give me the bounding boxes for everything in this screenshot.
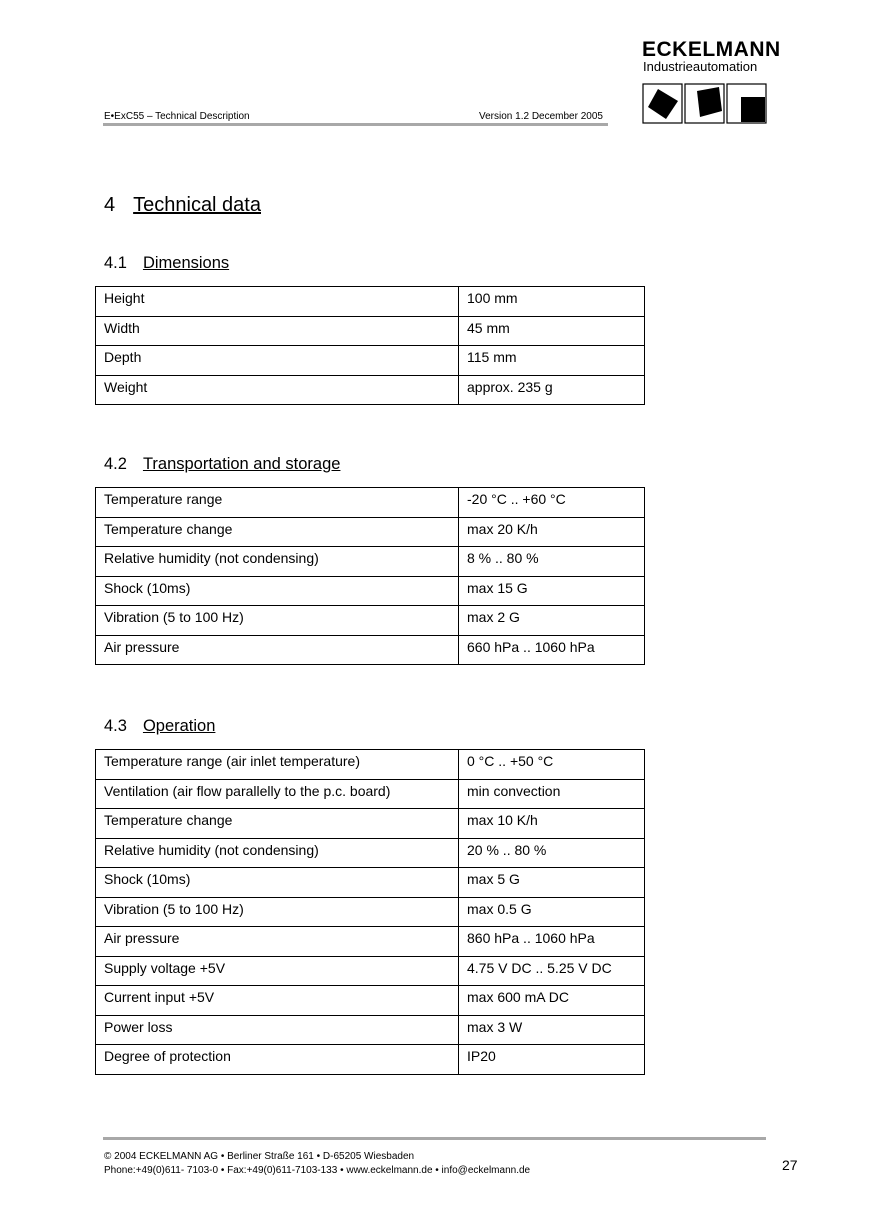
row-value: max 10 K/h (459, 809, 645, 839)
row-value: 0 °C .. +50 °C (459, 750, 645, 780)
footer-divider (103, 1137, 766, 1140)
row-label: Vibration (5 to 100 Hz) (96, 897, 459, 927)
table-row (96, 606, 645, 636)
row-value: 4.75 V DC .. 5.25 V DC (459, 956, 645, 986)
table-row (96, 809, 645, 839)
row-label: Ventilation (air flow parallelly to the p.c. board) (96, 779, 459, 809)
table-row (96, 838, 645, 868)
table-row (96, 517, 645, 547)
table-row (96, 956, 645, 986)
section-title: Transportation and storage (142, 455, 341, 473)
row-value: max 20 K/h (459, 517, 645, 547)
row-label: Temperature range (96, 488, 459, 518)
row-value: 660 hPa .. 1060 hPa (459, 635, 645, 665)
row-value: max 3 W (459, 1015, 645, 1045)
chapter-number: 4 (104, 194, 116, 216)
table-row (96, 576, 645, 606)
table-row (96, 488, 645, 518)
row-value: min convection (459, 779, 645, 809)
row-value: max 2 G (459, 606, 645, 636)
table-row (96, 287, 645, 317)
footer-contact: Phone:+49(0)611- 7103-0 • Fax:+49(0)611-7103-133 • www.eckelmann.de • info@eckelmann.de (104, 1165, 531, 1176)
chapter-heading (104, 194, 261, 217)
row-label: Width (96, 316, 459, 346)
row-label: Weight (96, 375, 459, 405)
footer-address: © 2004 ECKELMANN AG • Berliner Straße 161 • D-65205 Wiesbaden (104, 1151, 415, 1162)
section-title: Operation (142, 717, 216, 735)
operation-table (95, 749, 645, 1075)
row-label: Temperature change (96, 809, 459, 839)
row-label: Air pressure (96, 635, 459, 665)
table-row (96, 316, 645, 346)
table-row (96, 547, 645, 577)
table-row (96, 346, 645, 376)
section-heading-operation (104, 717, 215, 736)
section-number: 4.2 (104, 455, 127, 473)
row-value: -20 °C .. +60 °C (459, 488, 645, 518)
row-value: IP20 (459, 1045, 645, 1075)
row-value: 860 hPa .. 1060 hPa (459, 927, 645, 957)
section-title: Dimensions (142, 254, 230, 272)
company-logo-name: ECKELMANN (642, 38, 781, 61)
row-label: Depth (96, 346, 459, 376)
row-label: Relative humidity (not condensing) (96, 547, 459, 577)
section-number: 4.1 (104, 254, 127, 272)
section-heading-transportation (104, 455, 340, 474)
table-row (96, 1045, 645, 1075)
header-divider (103, 123, 608, 126)
row-label: Temperature change (96, 517, 459, 547)
table-row (96, 635, 645, 665)
transportation-table (95, 487, 645, 665)
row-value: 45 mm (459, 316, 645, 346)
document-version: Version 1.2 December 2005 (479, 111, 603, 122)
section-heading-dimensions (104, 254, 229, 273)
row-value: 8 % .. 80 % (459, 547, 645, 577)
company-logo-icon (642, 83, 768, 125)
table-row (96, 927, 645, 957)
row-value: max 15 G (459, 576, 645, 606)
row-value: max 5 G (459, 868, 645, 898)
row-label: Power loss (96, 1015, 459, 1045)
section-number: 4.3 (104, 717, 127, 735)
page-number: 27 (782, 1157, 798, 1173)
row-value: max 0.5 G (459, 897, 645, 927)
row-label: Shock (10ms) (96, 576, 459, 606)
company-logo-subtitle: Industrieautomation (643, 59, 758, 74)
row-label: Temperature range (air inlet temperature) (96, 750, 459, 780)
table-row (96, 779, 645, 809)
row-label: Degree of protection (96, 1045, 459, 1075)
row-label: Shock (10ms) (96, 868, 459, 898)
table-row (96, 375, 645, 405)
table-row (96, 750, 645, 780)
table-row (96, 986, 645, 1016)
table-row (96, 868, 645, 898)
table-row (96, 897, 645, 927)
row-value: max 600 mA DC (459, 986, 645, 1016)
row-label: Air pressure (96, 927, 459, 957)
row-label: Supply voltage +5V (96, 956, 459, 986)
document-title: E•ExC55 – Technical Description (104, 111, 250, 122)
row-label: Height (96, 287, 459, 317)
row-value: 100 mm (459, 287, 645, 317)
row-label: Relative humidity (not condensing) (96, 838, 459, 868)
chapter-title: Technical data (133, 194, 261, 216)
row-value: 115 mm (459, 346, 645, 376)
row-value: approx. 235 g (459, 375, 645, 405)
row-label: Current input +5V (96, 986, 459, 1016)
dimensions-table (95, 286, 645, 405)
row-value: 20 % .. 80 % (459, 838, 645, 868)
row-label: Vibration (5 to 100 Hz) (96, 606, 459, 636)
table-row (96, 1015, 645, 1045)
